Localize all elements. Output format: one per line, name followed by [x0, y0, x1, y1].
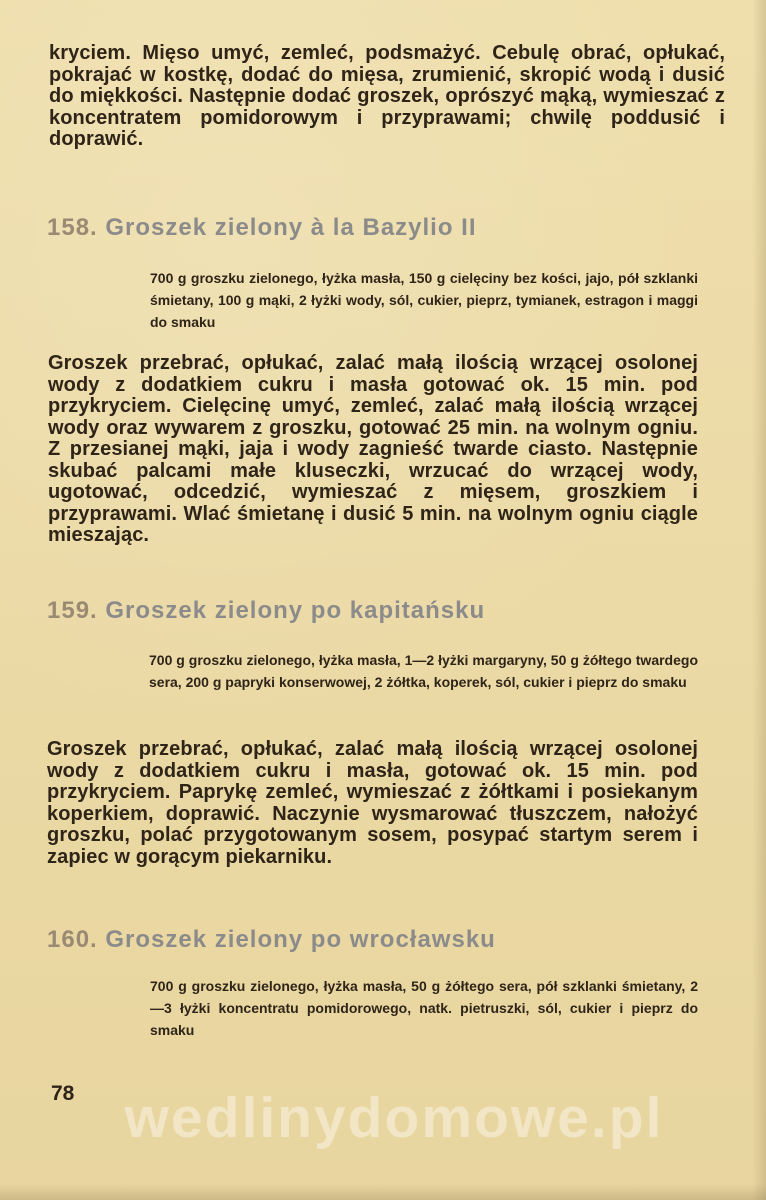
recipe-159-instructions: Groszek przebrać, opłukać, zalać małą ilością wrzącej osolonej wody z dodatkiem cukru i masła, gotować ok. 15 min. pod przykryciem. Paprykę zemleć, wymieszać z żółtkami i posiekanym koperkiem, doprawić. Naczynie wysmarować tłuszczem, nałożyć groszku, polać przygotowanym sosem, posypać startym serem i zapiec w gorącym piekarniku.: [47, 738, 698, 868]
recipe-160-ingredients: 700 g groszku zielonego, łyżka masła, 50 g żółtego sera, pół szklanki śmietany, 2—3 łyżki koncentratu pomidorowego, natk. pietruszki, sól, cukier i pieprz do smaku: [150, 978, 698, 1038]
recipe-159-title-text: Groszek zielony po kapitańsku: [105, 597, 486, 624]
page-number: 78: [51, 1082, 75, 1105]
recipe-158-title-text: Groszek zielony à la Bazylio II: [105, 214, 477, 241]
recipe-159-number: 159.: [47, 597, 98, 624]
recipe-160-title-text: Groszek zielony po wrocławsku: [105, 926, 496, 953]
intro-paragraph: kryciem. Mięso umyć, zemleć, podsmażyć. Cebulę obrać, opłukać, pokrajać w kostkę, dodać do mięsa, zrumienić, skropić wodą i dusić do miękkości. Następnie dodać groszek, oprószyć mąką, wymieszać z koncentratem pomidorowym i przyprawami; chwilę poddusić i doprawić.: [49, 42, 725, 150]
recipe-158-ingredients: 700 g groszku zielonego, łyżka masła, 150 g cielęciny bez kości, jajo, pół szklanki śmietany, 100 g mąki, 2 łyżki wody, sól, cukier, pieprz, tymianek, estragon i maggi do smaku: [150, 270, 698, 330]
page-edge-bottom: [0, 1184, 766, 1200]
recipe-158-number: 158.: [47, 214, 98, 241]
watermark: wedlinydomowe.pl: [124, 1086, 664, 1150]
recipe-160-number: 160.: [47, 926, 98, 953]
recipe-159-title: [47, 597, 485, 625]
recipe-158-title: [47, 214, 477, 242]
recipe-159-ingredients: 700 g groszku zielonego, łyżka masła, 1—2 łyżki margaryny, 50 g żółtego twardego sera, 200 g papryki konserwowej, 2 żółtka, koperek, sól, cukier i pieprz do smaku: [149, 652, 698, 690]
page-edge-right: [752, 0, 766, 1200]
recipe-158-instructions: Groszek przebrać, opłukać, zalać małą ilością wrzącej osolonej wody z dodatkiem cukru i masła gotować ok. 15 min. pod przykryciem. Cielęcinę umyć, zemleć, zalać małą ilością wrzącej wody oraz wywarem z groszku, gotować 25 min. na wolnym ogniu. Z przesianej mąki, jaja i wody zagnieść twarde ciasto. Następnie skubać palcami małe kluseczki, wrzucać do wrzącej wody, ugotować, odcedzić, wymieszać z mięsem, groszkiem i przyprawami. Wlać śmietanę i dusić 5 min. na wolnym ogniu ciągle mieszając.: [48, 352, 698, 546]
recipe-160-title: [47, 926, 496, 954]
